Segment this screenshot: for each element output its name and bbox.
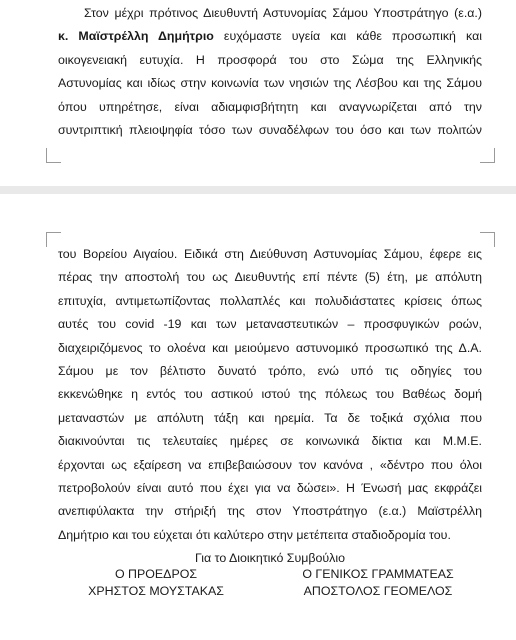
margin-corner-mark [480,148,495,163]
text-line: Αστυνομίας και ιδίως στην κοινωνία των νησιών της Λέσβου και της Σάμου [58,76,482,91]
president-title: Ο ΠΡΟΕΔΡΟΣ [114,567,198,581]
text-line: όπου υπηρέτησε, είναι αδιαμφισβήτητη και αναγνωρίζεται από την [58,99,482,114]
text-line: πετροβολούν είναι αυτό που έχει για να δώσει». Η Ένωσή μας εκφράζει [58,481,482,496]
text-line: οικογενειακή ευτυχία. Η προσφορά του στο Σώμα της Ελληνικής [58,52,482,67]
secretary-title: Ο ΓΕΝΙΚΟΣ ΓΡΑΜΜΑΤΕΑΣ [302,567,454,581]
paragraph-page-1 [58,2,482,142]
text-line: Στον μέχρι πρότινος Διευθυντή Αστυνομίας Σάμου Υποστράτηγο (ε.α.) [84,6,482,20]
board-signoff: Για το Διοικητικό Συμβούλιο [194,551,345,566]
text-line: μεταναστών με απόλυτη τάξη και ηρεμία. Τα δε τοξικά σχόλια που [58,410,482,425]
text-line: Σάμου με τον βέλτιστο δυνατό τρόπο, ενώ υπό τις οδηγίες του [58,364,482,379]
honoree-name: κ. Μαϊστρέλλη Δημήτριο [58,29,214,44]
margin-corner-mark [480,232,495,247]
secretary-name: ΑΠΟΣΤΟΛΟΣ ΓΕΟΜΕΛΟΣ [303,584,453,598]
text-fragment: ευχόμαστε υγεία και κάθε προσωπική και [213,29,482,44]
text-line: αυτές του covid -19 και των μεταναστευτικών – προσφυγικών ροών, [58,317,482,332]
text-line: διαχειριζόμενος το ολοένα και μειούμενο αστυνομικό προσωπικό της Δ.Α. [58,340,482,355]
text-line: έρχονται ως εξαίρεση να επιβεβαιώσουν τον κανόνα , «δέντρο που όλοι [58,457,482,472]
text-line: Δημήτριο και του εύχεται ότι καλύτερο στην μετέπειτα σταδιοδρομία του. [58,527,451,542]
margin-corner-mark [46,148,61,163]
text-line: εκκενώθηκε η εντός του αστικού ιστού της πόλεως του Βαθέως δομή [58,387,482,402]
text-line: του Βορείου Αιγαίου. Ειδικά στη Διεύθυνση Αστυνομίας Σάμου, έφερε εις [58,247,482,261]
secretary-signature-block [278,566,478,600]
text-line: επιτυχία, αντιμετωπίζοντας πολλαπλές και πολυδιάστατες κρίσεις όπως [58,293,482,308]
president-name: ΧΡΗΣΤΟΣ ΜΟΥΣΤΑΚΑΣ [88,584,224,598]
text-line: ανεπιφύλακτα την στήριξή της στον Υποστράτηγο (ε.α.) Μαϊστρέλλη [58,504,482,519]
text-line [58,25,482,48]
text-line: πέρας την αποστολή του ως Διευθυντής επί πέντε (5) έτη, με απόλυτη [58,270,482,285]
president-signature-block [56,566,256,600]
text-line: διακινούνται τις τελευταίες ημέρες σε κοινωνικά δίκτια και Μ.Μ.Ε. [58,434,482,449]
text-line: συντριπτική πλειοψηφία τόσο των συναδέλφων του όσο και των πολιτών [58,123,482,138]
page-separator [0,186,516,194]
paragraph-page-2 [58,243,482,571]
